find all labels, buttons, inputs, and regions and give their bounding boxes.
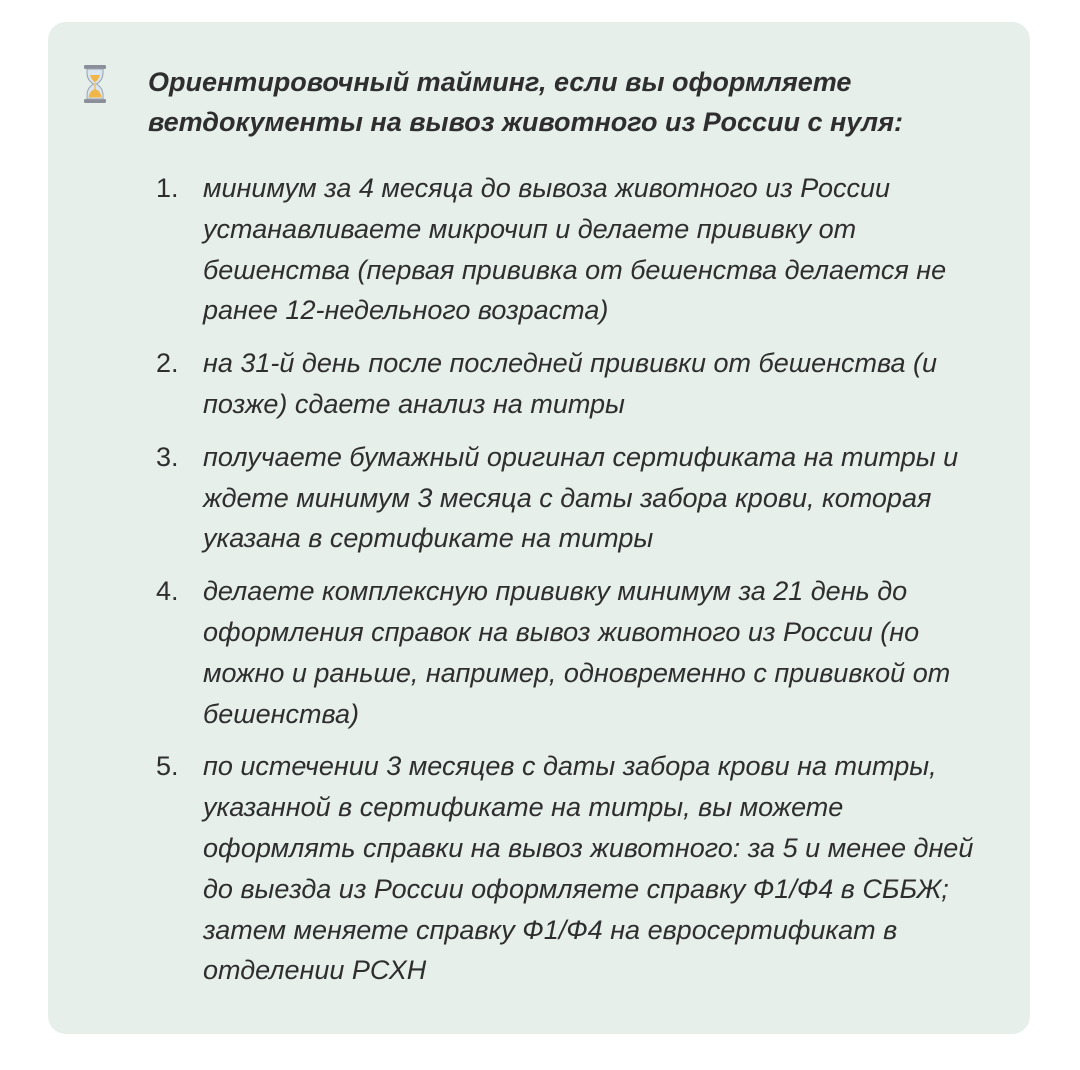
list-item-number: 5. [156,751,179,782]
list-item [148,343,998,425]
list-item-text: на 31-й день после последней прививки от бешенства (и позже) сдаете анализ на титры [203,348,938,419]
list-item-text: делаете комплексную прививку минимум за 21 день до оформления справок на вывоз животного из России (но можно и раньше, например, одновременно с прививкой от бешенства) [203,576,951,729]
list-item [148,571,998,734]
list-item-number: 2. [156,348,179,379]
list-item-number: 1. [156,173,179,203]
timing-steps-list [148,168,998,1003]
list-item [148,437,998,559]
list-item-text: минимум за 4 месяца до вывоза животного из России устанавливаете микрочип и делаете прививку от бешенства (первая прививка от бешенства делается не ранее 12-недельного возраста) [203,173,947,326]
list-item-text: получаете бумажный оригинал сертификата на титры и ждете минимум 3 месяца с даты забора крови, которая указана в сертификате на титры [203,441,959,554]
list-item [148,168,998,331]
hourglass-icon [82,64,108,104]
callout-title: Ориентировочный тайминг, если вы оформляете ветдокументы на вывоз животного из России с нуля: [148,67,903,137]
list-item-text: по истечении 3 месяцев с даты забора крови на титры, указанной в сертификате на титры, вы можете оформлять справки на вывоз животного: за 5 и менее дней до выезда из России оформляете справку Ф1/Ф4 в СББЖ; затем меняете справку Ф1/Ф4 на евросертификат в отделении РСХН [203,751,974,986]
list-item-number: 4. [156,576,179,607]
list-item-number: 3. [156,441,179,472]
list-item [148,746,998,991]
